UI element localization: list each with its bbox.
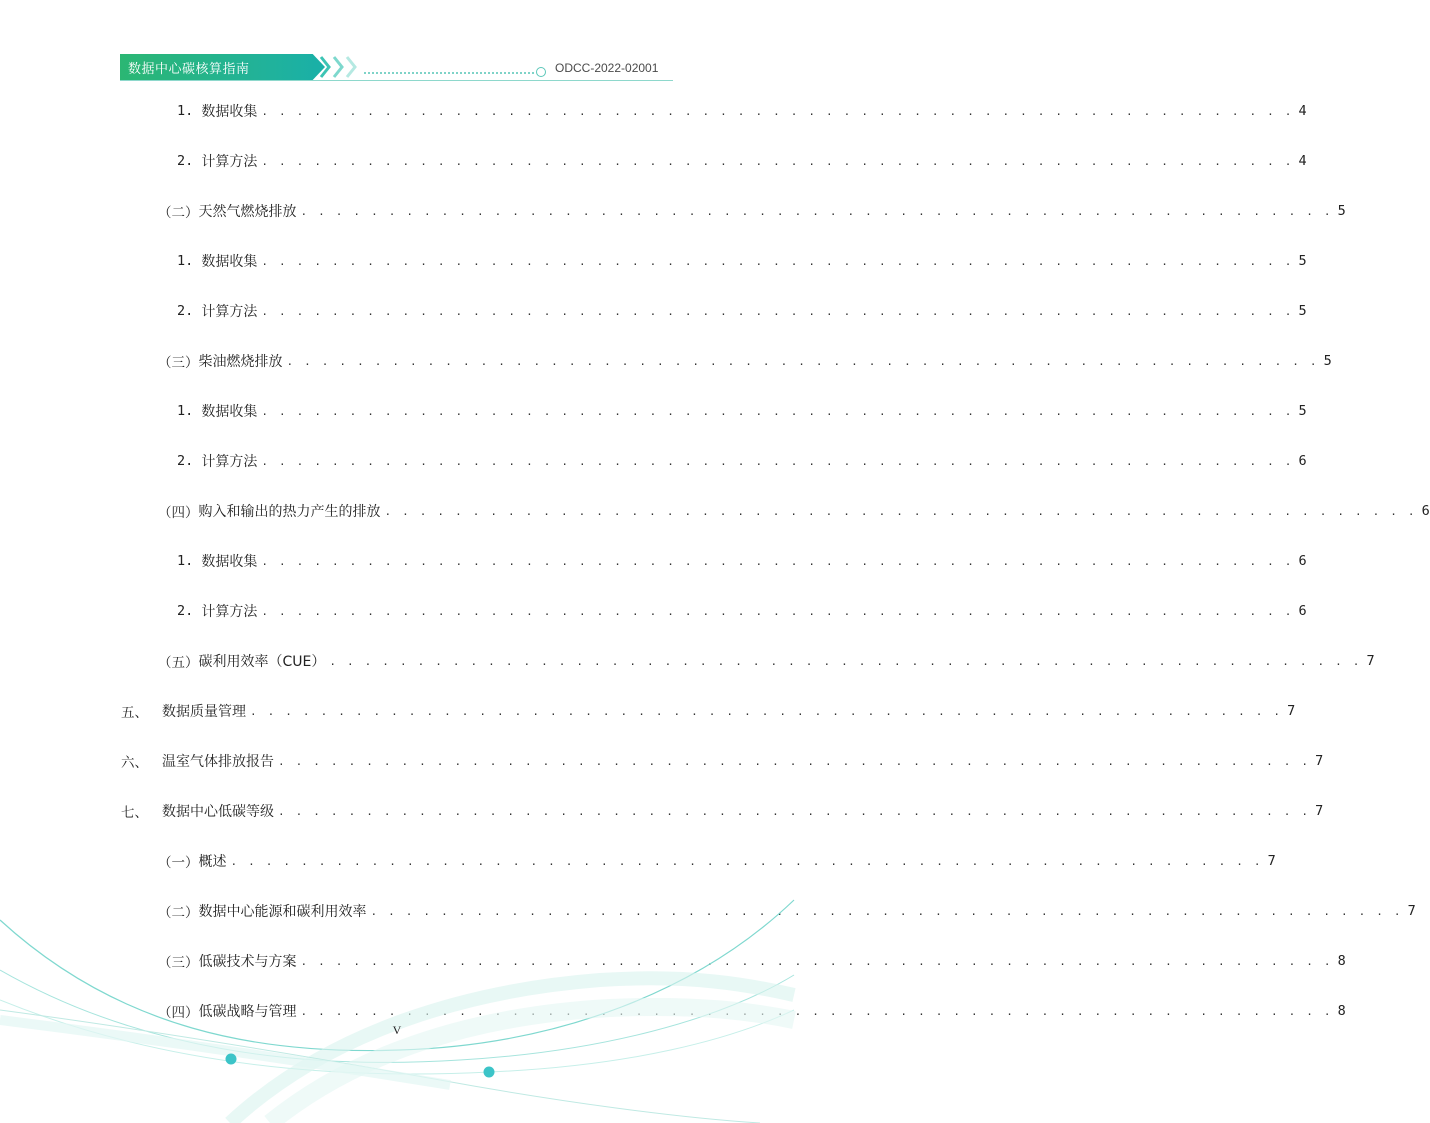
toc-title: 数据中心低碳等级 [162,804,274,820]
toc-number: （二） [158,205,199,221]
toc-entry[interactable] [177,400,1307,422]
toc-page-number: 5 [1298,403,1307,419]
toc-leader: . . . . . . . . . . . . . . . . . . . . . . . . . . . . . . . . . . . . . . . . . . . . . . . . . . . . . . . . . . . [329,655,1362,668]
toc-leader: . . . . . . . . . . . . . . . . . . . . . . . . . . . . . . . . . . . . . . . . . . . . . . . . . . . . . . . . . . . [278,755,1311,768]
toc-entry[interactable] [177,300,1307,322]
header-ring-icon [536,67,546,77]
toc-entry[interactable] [177,450,1307,472]
toc-page-number: 6 [1298,603,1307,619]
toc-leader: . . . . . . . . . . . . . . . . . . . . . . . . . . . . . . . . . . . . . . . . . . . . . . . . . . . . . . . . . . . [261,305,1294,318]
toc-entry[interactable] [121,700,1296,722]
toc-page-number: 5 [1298,303,1307,319]
toc-leader: . . . . . . . . . . . . . . . . . . . . . . . . . . . . . . . . . . . . . . . . . . . . . . . . . . . . . . . . . . . [300,1005,1333,1018]
toc-number: （三） [158,355,199,371]
toc-number: 六、 [121,755,148,771]
toc-title: 碳利用效率（CUE） [198,654,326,670]
toc-title: 概述 [198,854,227,870]
toc-title: 数据中心能源和碳利用效率 [198,904,367,920]
document-code: ODCC-2022-02001 [555,61,659,75]
toc-leader: . . . . . . . . . . . . . . . . . . . . . . . . . . . . . . . . . . . . . . . . . . . . . . . . . . . . . . . . . . . [278,805,1311,818]
toc-number: 2. [177,153,202,169]
toc-title: 数据收集 [201,554,258,570]
toc-page-number: 4 [1298,153,1307,169]
decorative-wave-background [0,880,794,1123]
toc-title: 天然气燃烧排放 [198,204,297,220]
toc-page-number: 6 [1298,553,1307,569]
toc-page-number: 5 [1323,353,1332,369]
toc-title: 温室气体排放报告 [162,754,274,770]
toc-title: 数据质量管理 [162,704,246,720]
toc-page-number: 7 [1366,653,1375,669]
toc-leader: . . . . . . . . . . . . . . . . . . . . . . . . . . . . . . . . . . . . . . . . . . . . . . . . . . . . . . . . . . . [300,955,1333,968]
toc-title: 计算方法 [201,304,258,320]
toc-number: （三） [158,955,199,971]
toc-entry[interactable] [177,250,1307,272]
toc-entry[interactable] [158,200,1346,222]
header-dotted-line [364,72,534,74]
decorative-dot [226,1054,237,1065]
toc-number: 1. [177,253,202,269]
toc-number: 2. [177,303,202,319]
toc-page-number: 4 [1298,103,1307,119]
toc-page-number: 7 [1315,753,1324,769]
toc-leader: . . . . . . . . . . . . . . . . . . . . . . . . . . . . . . . . . . . . . . . . . . . . . . . . . . . . . . . . . . . [261,255,1294,268]
toc-entry[interactable] [177,150,1307,172]
toc-leader: . . . . . . . . . . . . . . . . . . . . . . . . . . . . . . . . . . . . . . . . . . . . . . . . . . . . . . . . . . . [250,705,1283,718]
toc-number: 1. [177,553,202,569]
toc-number: 2. [177,603,202,619]
toc-leader: . . . . . . . . . . . . . . . . . . . . . . . . . . . . . . . . . . . . . . . . . . . . . . . . . . . . . . . . . . . [230,855,1263,868]
toc-title: 购入和输出的热力产生的排放 [198,504,381,520]
toc-number: 1. [177,403,202,419]
toc-page-number: 7 [1287,703,1296,719]
toc-entry[interactable] [177,550,1307,572]
header-rule [120,80,673,81]
toc-page-number: 6 [1298,453,1307,469]
toc-entry[interactable] [158,350,1332,372]
toc-page-number: 8 [1337,1003,1346,1019]
toc-title: 数据收集 [201,104,258,120]
toc-entry[interactable] [158,850,1276,872]
toc-number: （二） [158,905,199,921]
toc-title: 低碳技术与方案 [198,954,297,970]
toc-entry[interactable] [121,750,1324,772]
toc-leader: . . . . . . . . . . . . . . . . . . . . . . . . . . . . . . . . . . . . . . . . . . . . . . . . . . . . . . . . . . . [261,105,1294,118]
toc-leader: . . . . . . . . . . . . . . . . . . . . . . . . . . . . . . . . . . . . . . . . . . . . . . . . . . . . . . . . . . . [384,505,1417,518]
toc-entry[interactable] [158,500,1430,522]
toc-title: 计算方法 [201,454,258,470]
toc-number: （四） [158,505,199,521]
chevron-right-icon [331,54,345,80]
toc-leader: . . . . . . . . . . . . . . . . . . . . . . . . . . . . . . . . . . . . . . . . . . . . . . . . . . . . . . . . . . . [261,155,1294,168]
toc-number: （四） [158,1005,199,1021]
toc-title: 数据收集 [201,404,258,420]
document-title: 数据中心碳核算指南 [128,62,250,77]
toc-page-number: 6 [1421,503,1430,519]
toc-entry[interactable] [121,800,1324,822]
toc-leader: . . . . . . . . . . . . . . . . . . . . . . . . . . . . . . . . . . . . . . . . . . . . . . . . . . . . . . . . . . . [261,405,1294,418]
toc-page-number: 5 [1337,203,1346,219]
toc-leader: . . . . . . . . . . . . . . . . . . . . . . . . . . . . . . . . . . . . . . . . . . . . . . . . . . . . . . . . . . . [261,555,1294,568]
toc-number: 七、 [121,805,148,821]
toc-number: 五、 [121,705,148,721]
toc-number: （一） [158,855,199,871]
toc-title: 计算方法 [201,604,258,620]
toc-page-number: 5 [1298,253,1307,269]
toc-entry[interactable] [177,600,1307,622]
toc-leader: . . . . . . . . . . . . . . . . . . . . . . . . . . . . . . . . . . . . . . . . . . . . . . . . . . . . . . . . . . . [286,355,1319,368]
chevron-right-icon [318,54,332,80]
decorative-dot [484,1067,495,1078]
toc-title: 柴油燃烧排放 [198,354,283,370]
toc-entry[interactable] [158,650,1375,672]
toc-number: （五） [158,655,199,671]
footer-page-number: V [392,1023,402,1037]
toc-leader: . . . . . . . . . . . . . . . . . . . . . . . . . . . . . . . . . . . . . . . . . . . . . . . . . . . . . . . . . . . [300,205,1333,218]
toc-entry[interactable] [177,100,1307,122]
toc-page-number: 7 [1267,853,1276,869]
page-header [0,0,794,90]
toc-title: 低碳战略与管理 [198,1004,297,1020]
toc-leader: . . . . . . . . . . . . . . . . . . . . . . . . . . . . . . . . . . . . . . . . . . . . . . . . . . . . . . . . . . . [370,905,1403,918]
chevron-right-icon [344,54,358,80]
toc-number: 1. [177,103,202,119]
toc-page-number: 8 [1337,953,1346,969]
toc-title: 计算方法 [201,154,258,170]
toc-title: 数据收集 [201,254,258,270]
toc-leader: . . . . . . . . . . . . . . . . . . . . . . . . . . . . . . . . . . . . . . . . . . . . . . . . . . . . . . . . . . . [261,455,1294,468]
toc-page-number: 7 [1407,903,1416,919]
toc-number: 2. [177,453,202,469]
toc-page-number: 7 [1315,803,1324,819]
toc-leader: . . . . . . . . . . . . . . . . . . . . . . . . . . . . . . . . . . . . . . . . . . . . . . . . . . . . . . . . . . . [261,605,1294,618]
